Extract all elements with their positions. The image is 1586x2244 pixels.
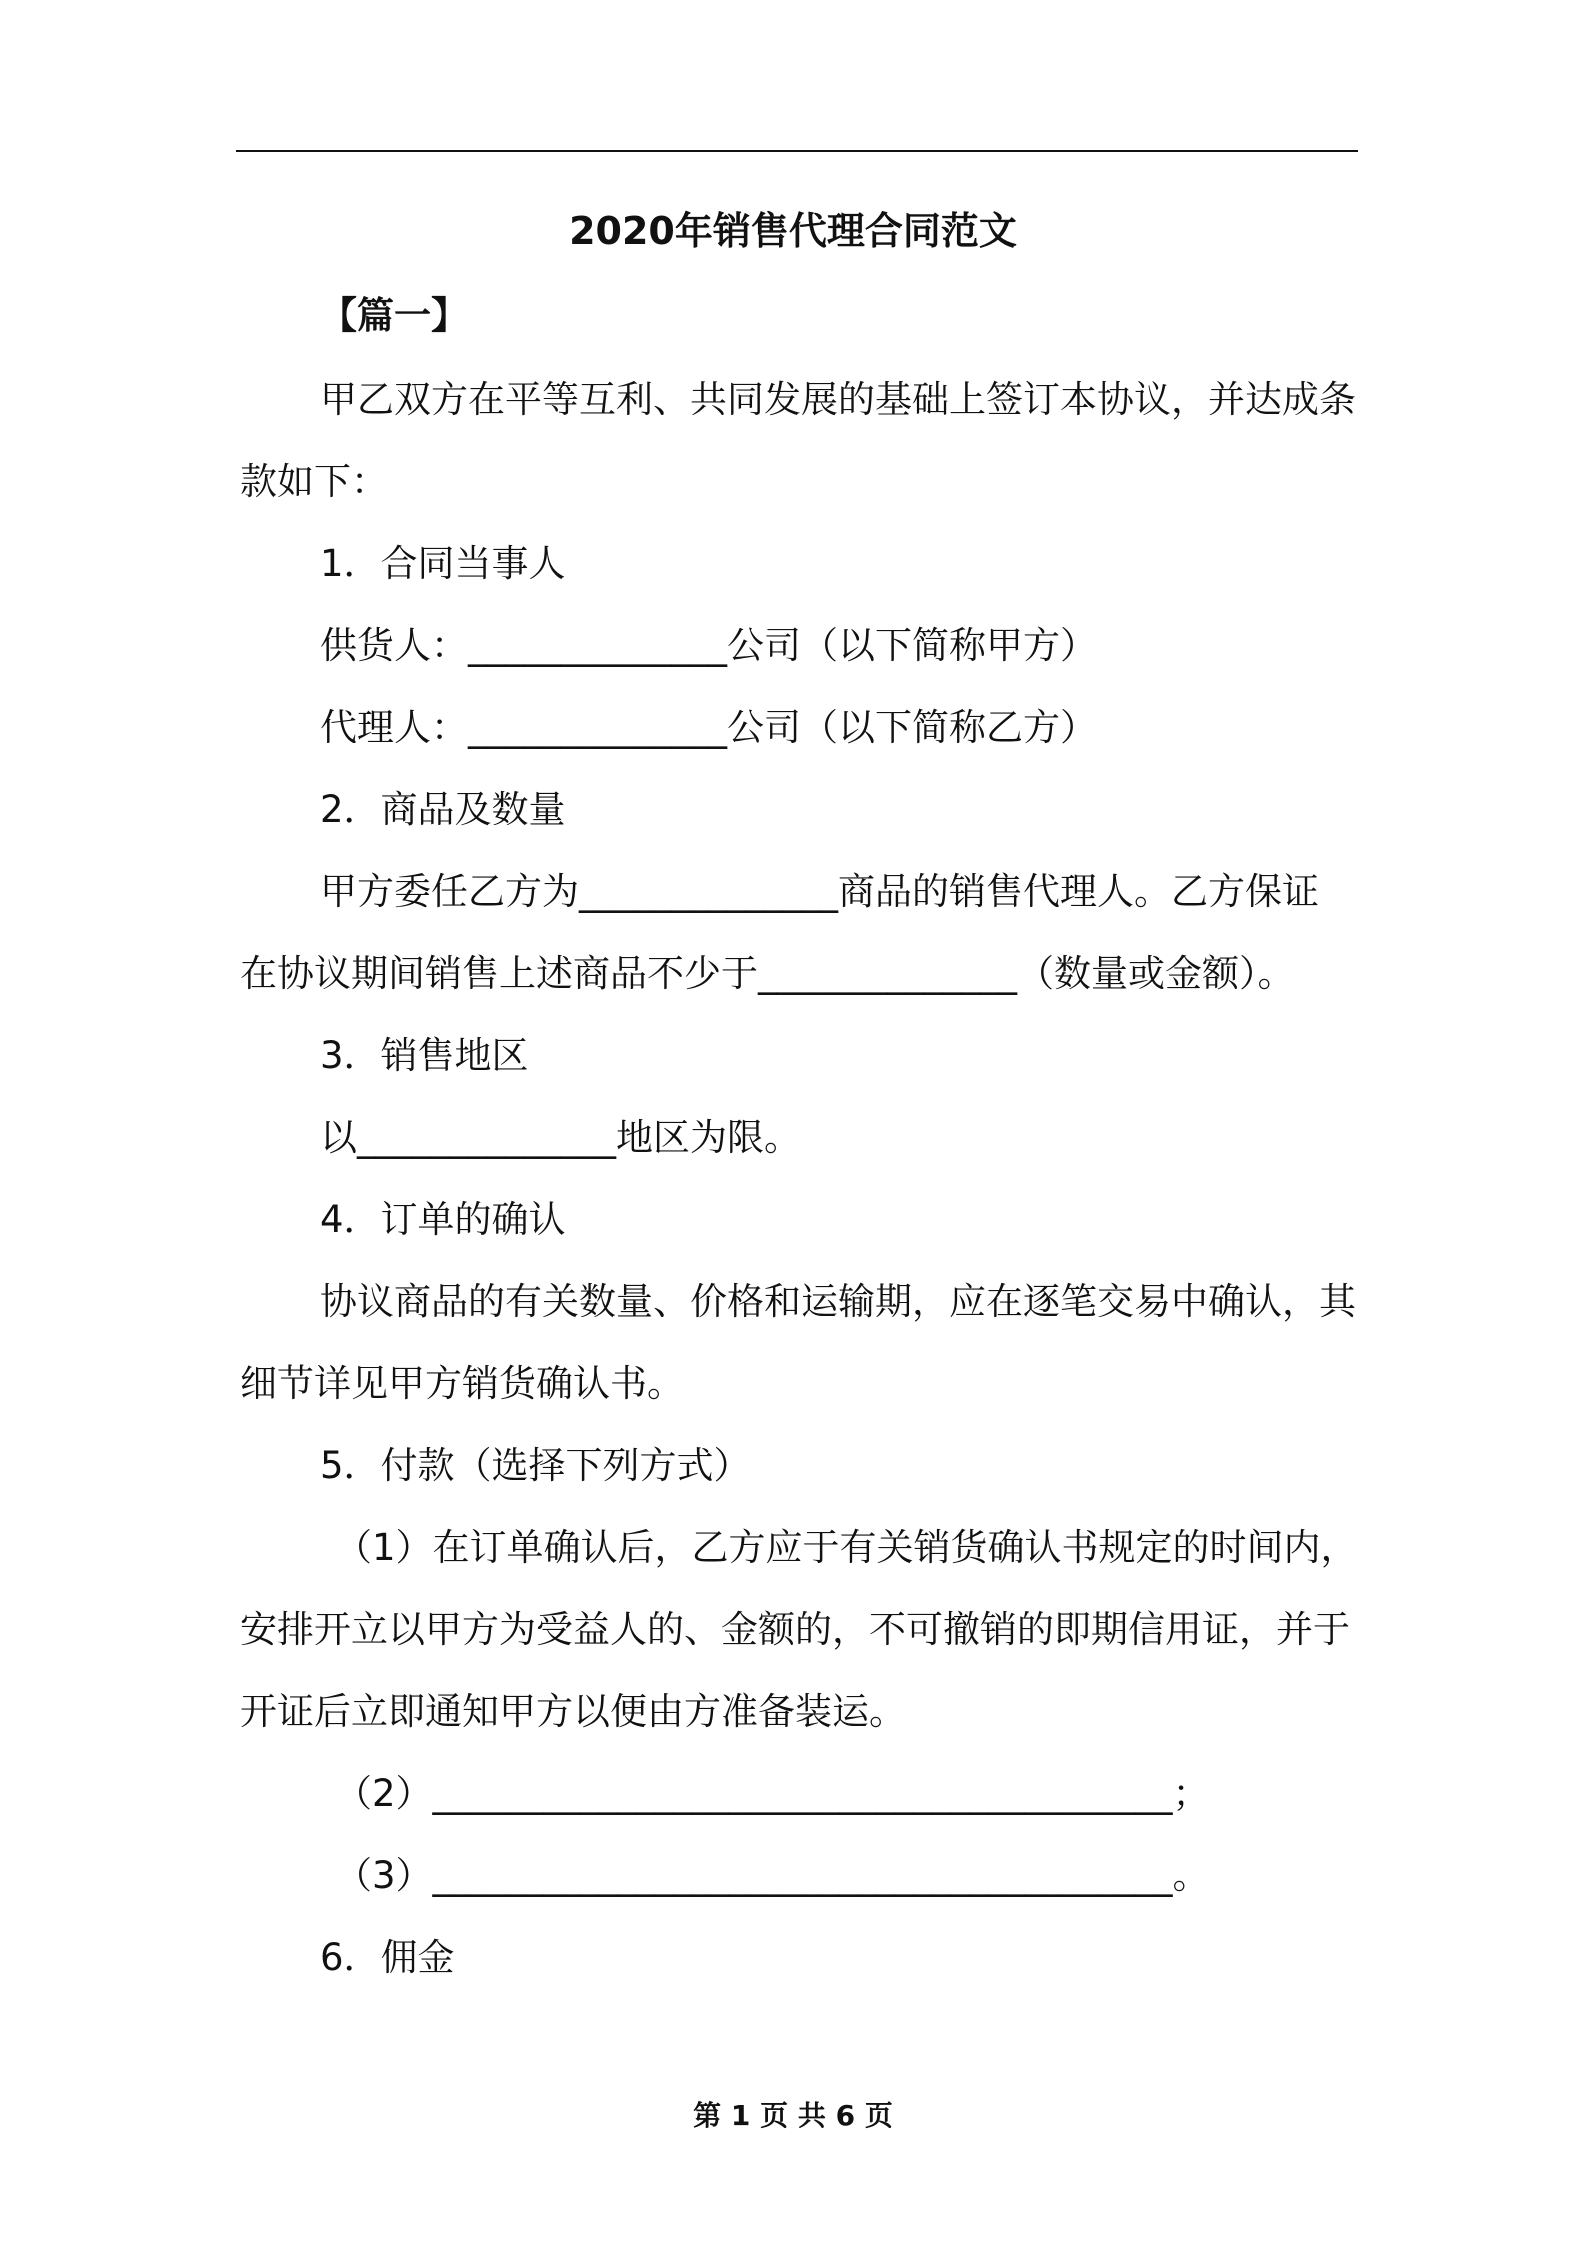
header-rule: [236, 150, 1358, 152]
paragraph-line: 细节详见甲方销货确认书。: [240, 1362, 684, 1405]
page-number: 第 1 页 共 6 页: [693, 2099, 893, 2132]
clause-heading: 2．商品及数量: [320, 788, 566, 831]
clause-heading: 1．合同当事人: [320, 542, 566, 585]
payment-option-2: （2）________________________________________；: [335, 1772, 1210, 1815]
paragraph-line: 甲乙双方在平等互利、共同发展的基础上签订本协议，并达成条: [320, 378, 1356, 421]
section-heading: 【篇一】: [320, 294, 468, 337]
payment-option-3: （3）________________________________________。: [335, 1854, 1210, 1897]
supplier-line: 供货人：______________公司（以下简称甲方）: [320, 624, 1097, 667]
clause-heading: 3．销售地区: [320, 1034, 529, 1077]
paragraph-line: 协议商品的有关数量、价格和运输期，应在逐笔交易中确认，其: [320, 1280, 1356, 1323]
document-title: 2020年销售代理合同范文: [569, 209, 1017, 253]
region-line: 以______________地区为限。: [320, 1116, 801, 1159]
paragraph-line: 款如下：: [240, 460, 388, 503]
payment-option-1: （1）在订单确认后，乙方应于有关销货确认书规定的时间内，: [335, 1526, 1358, 1569]
paragraph-line: 开证后立即通知甲方以便由方准备装运。: [240, 1690, 906, 1733]
paragraph-line: 在协议期间销售上述商品不少于______________（数量或金额）。: [240, 952, 1295, 995]
paragraph-line: 甲方委任乙方为______________商品的销售代理人。乙方保证: [320, 870, 1319, 913]
agent-line: 代理人：______________公司（以下简称乙方）: [320, 706, 1097, 749]
clause-heading: 6．佣金: [320, 1936, 455, 1979]
clause-heading: 5．付款（选择下列方式）: [320, 1444, 751, 1487]
paragraph-line: 安排开立以甲方为受益人的、金额的，不可撤销的即期信用证，并于: [240, 1608, 1350, 1651]
clause-heading: 4．订单的确认: [320, 1198, 566, 1241]
